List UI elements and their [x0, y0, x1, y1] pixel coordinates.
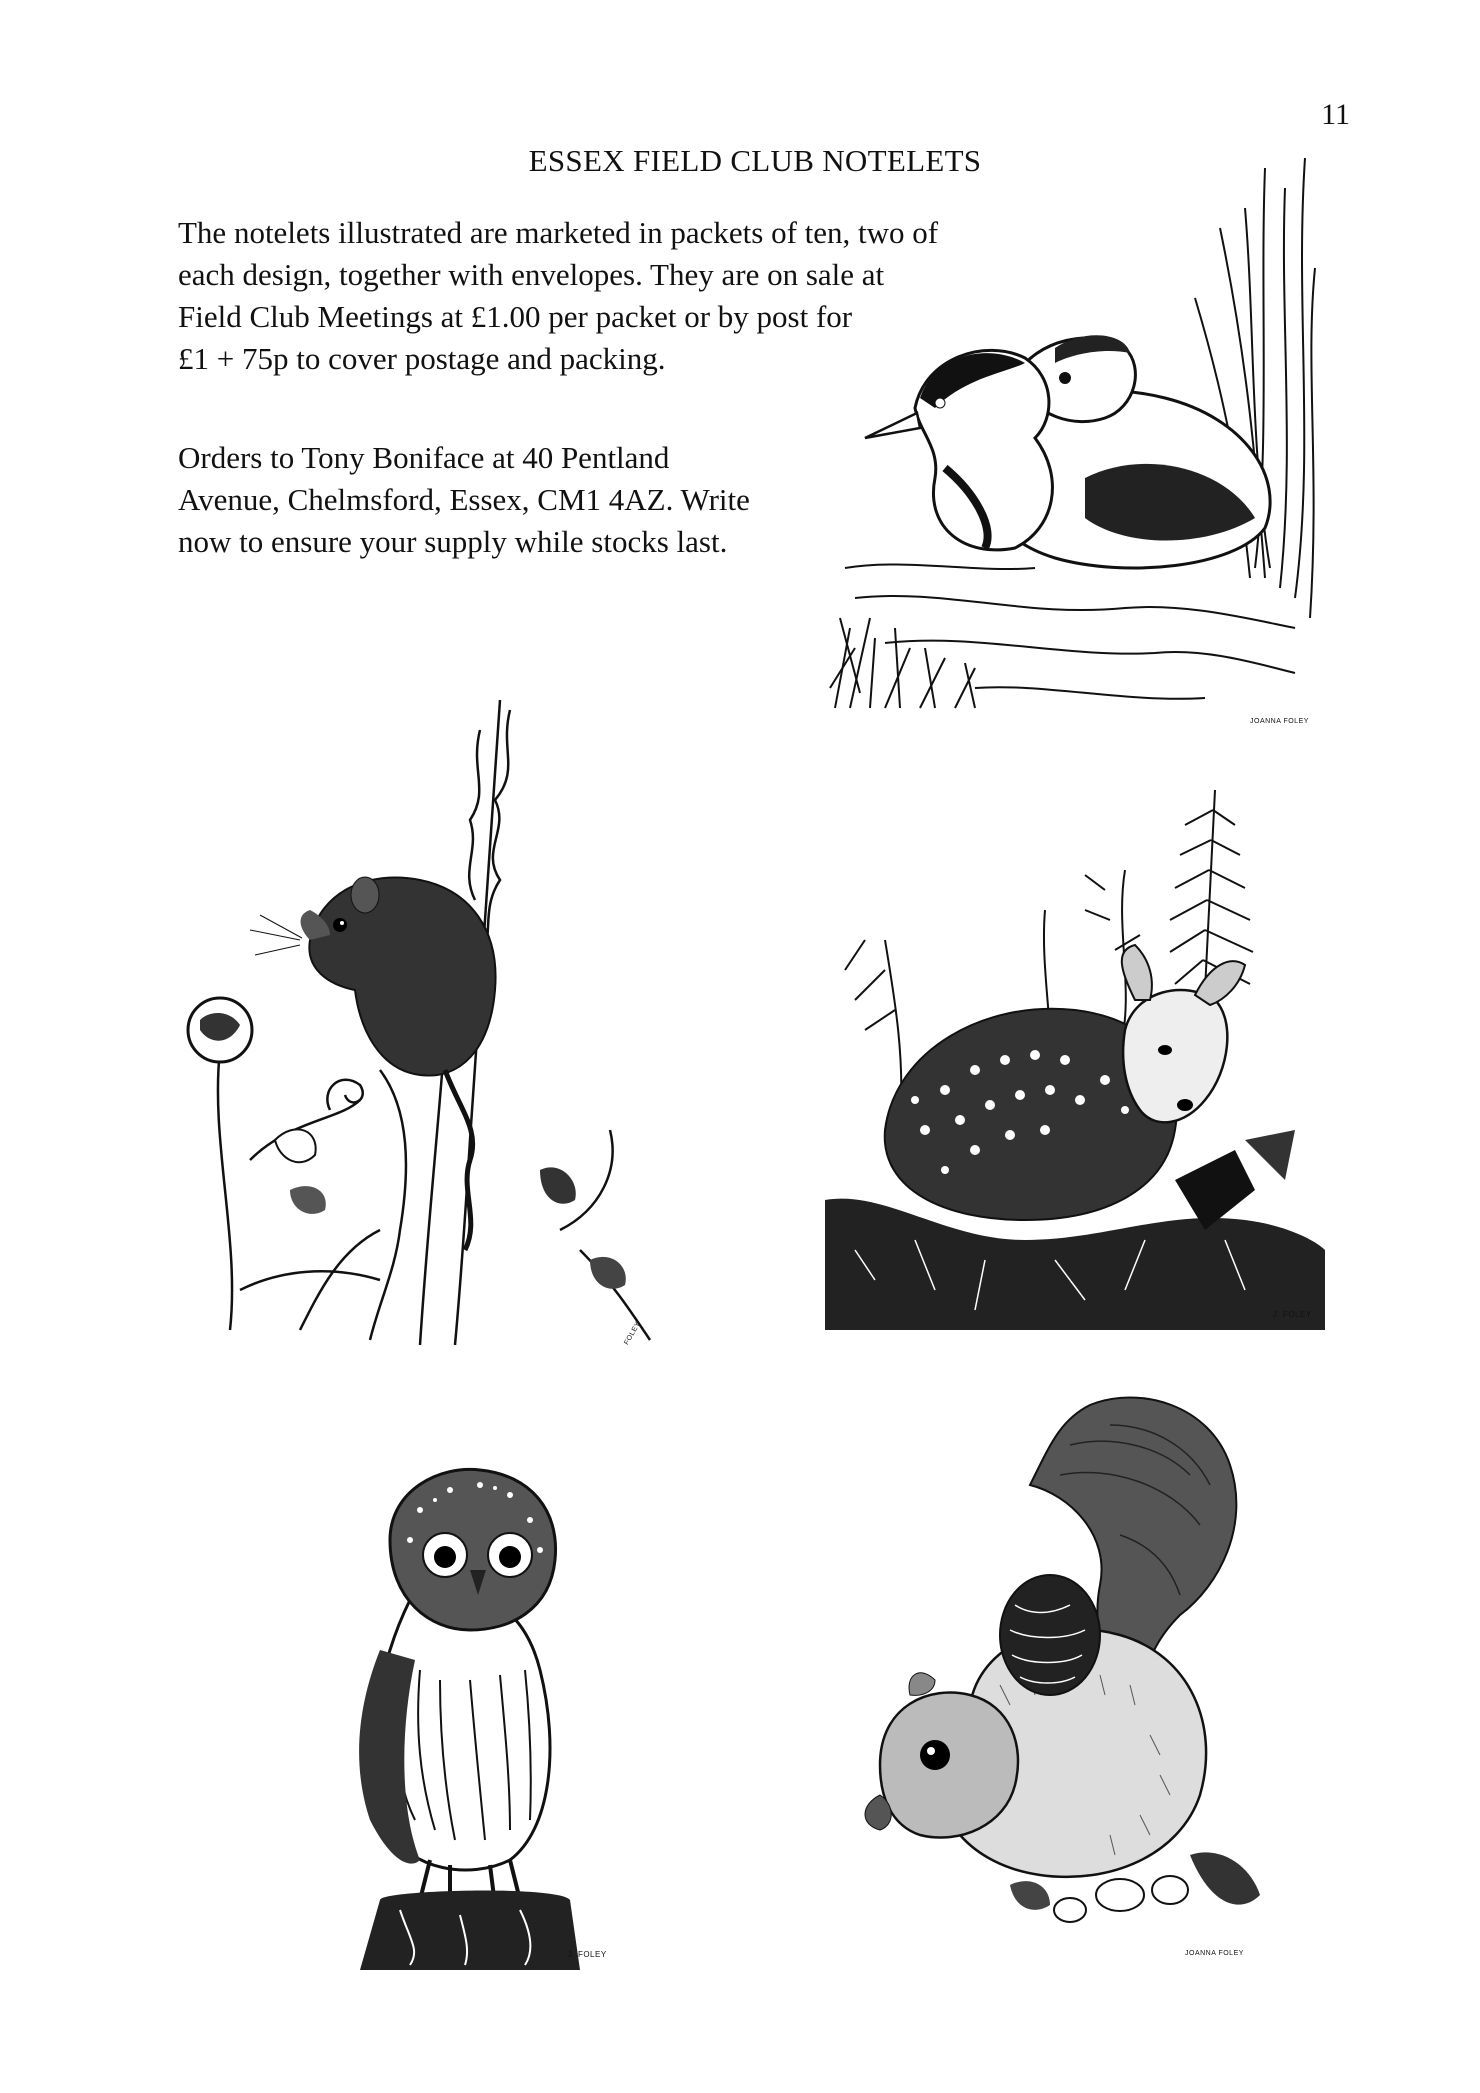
page-number: 11	[1321, 98, 1350, 131]
order-line: now to ensure your supply while stocks last.	[178, 524, 728, 559]
fawn-drawing	[825, 770, 1325, 1335]
order-line: Avenue, Chelmsford, Essex, CM1 4AZ. Write	[178, 482, 750, 517]
intro-line: each design, together with envelopes. They are on sale at	[178, 257, 885, 292]
illustration-owl	[320, 1460, 620, 1980]
illustration-signature: J. FOLEY	[1273, 1310, 1312, 1319]
grebes-drawing	[825, 148, 1325, 728]
order-line: Orders to Tony Boniface at 40 Pentland	[178, 440, 670, 475]
harvest-mouse-drawing	[180, 690, 685, 1350]
illustration-fawn	[825, 770, 1325, 1335]
intro-line: Field Club Meetings at £1.00 per packet or by post for	[178, 299, 853, 334]
illustration-signature: JOANNA FOLEY	[1250, 718, 1309, 725]
illustration-signature: JOANNA FOLEY	[1185, 1950, 1244, 1957]
illustration-squirrel	[850, 1385, 1290, 1970]
intro-line: £1 + 75p to cover postage and packing.	[178, 341, 666, 376]
illustration-signature: J. FOLEY	[568, 1950, 607, 1959]
intro-line: The notelets illustrated are marketed in packets of ten, two of	[178, 215, 939, 250]
page-title: ESSEX FIELD CLUB NOTELETS	[528, 143, 982, 178]
squirrel-drawing	[850, 1385, 1290, 1970]
illustration-harvest-mouse	[180, 690, 685, 1350]
illustration-grebes	[825, 148, 1325, 728]
order-paragraph	[178, 437, 818, 563]
owl-drawing	[320, 1460, 620, 1980]
illustration-signature: FOLEY	[623, 1320, 643, 1347]
